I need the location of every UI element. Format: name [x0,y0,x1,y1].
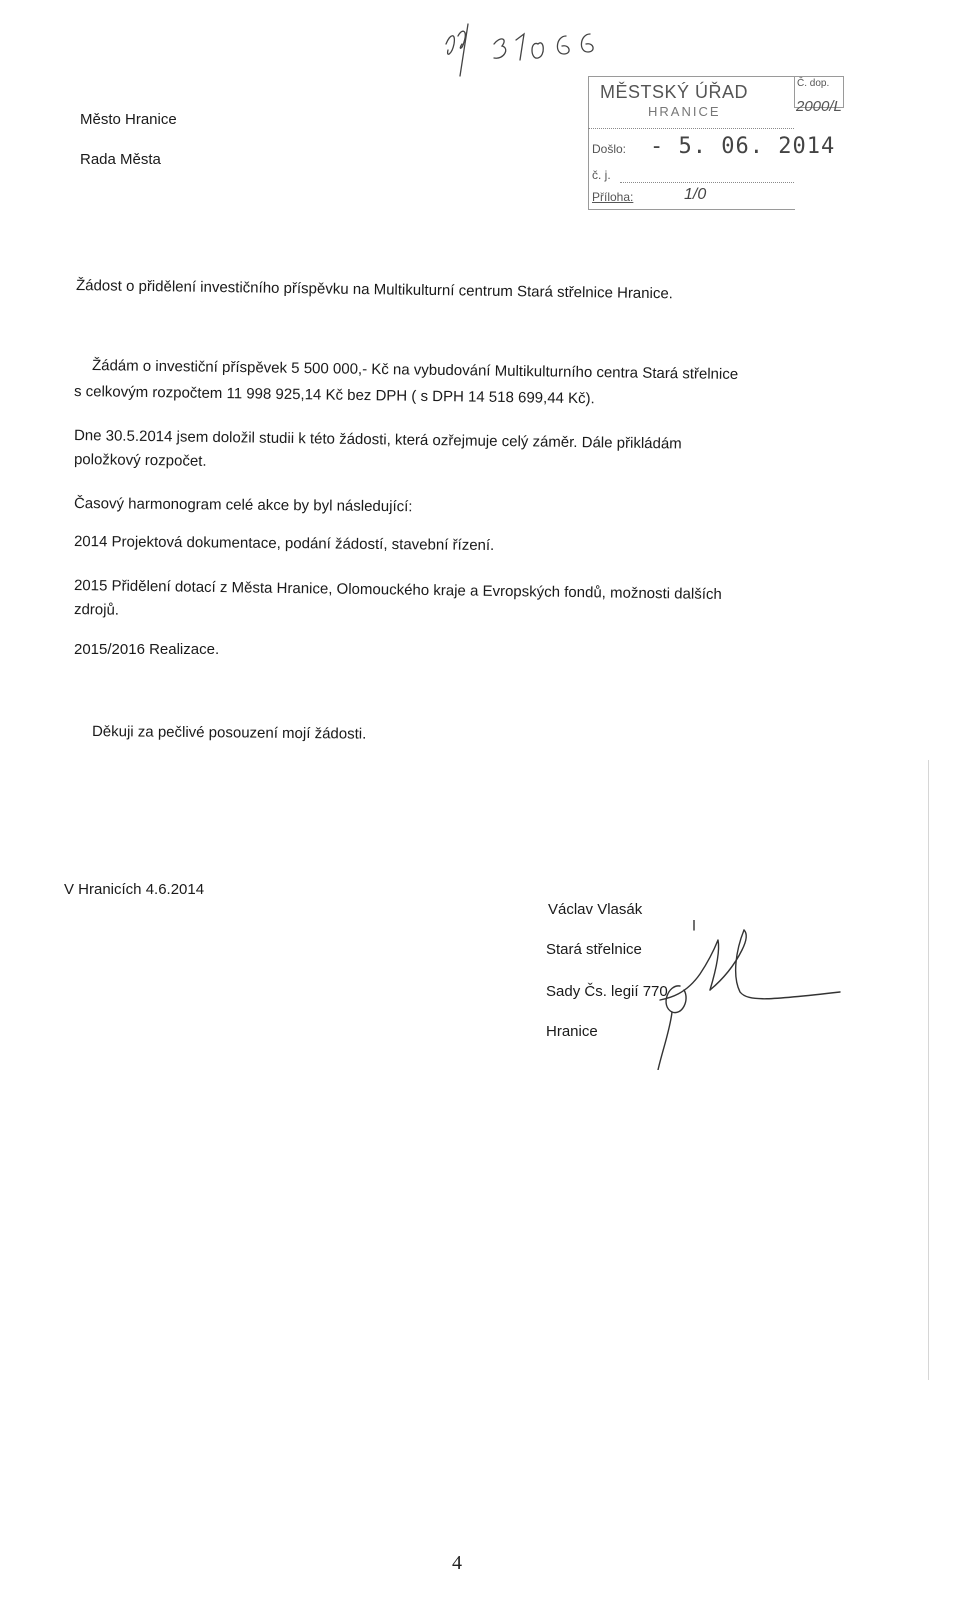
sender-city: Hranice [546,1023,598,1040]
stamp-number-line [620,182,794,183]
registry-stamp [588,76,842,210]
stamp-attachments-value: 1/0 [684,186,707,203]
scan-edge-shadow [928,760,929,1380]
body-schedule-2014: 2014 Projektová dokumentace, podání žádostí, stavební řízení. [73,533,495,555]
stamp-received-date: - 5. 06. 2014 [650,134,836,159]
stamp-side-value: 2000/L [796,98,842,115]
page-number: 4 [452,1552,462,1574]
body-paragraph-2-line-1: Dne 30.5.2014 jsem doložil studii k této žádosti, která ozřejmuje celý záměr. Dále přikládám [73,427,682,453]
place-and-date: V Hranicích 4.6.2014 [64,881,205,898]
addressee-council: Rada Města [80,151,161,168]
stamp-side-label: Č. dop. [797,78,830,89]
body-schedule-2015-line-1: 2015 Přidělení dotací z Města Hranice, Olomouckého kraje a Evropských fondů, možnosti dalších [73,577,722,604]
body-paragraph-1-line-1: Žádám o investiční příspěvek 5 500 000,- Kč na vybudování Multikulturního centra Stará střelnice [91,357,739,384]
stamp-attachments-label: Příloha: [592,190,634,204]
stamp-number-label: č. j. [592,168,611,182]
letter-subject: Žádost o přidělení investičního příspěvku na Multikulturní centrum Stará střelnice Hranice. [75,277,674,303]
stamp-city: HRANICE [648,104,721,119]
stamp-office-name: MĚSTSKÝ ÚŘAD [600,82,749,102]
handwritten-signature [610,920,850,1070]
handwritten-reference-mark [438,14,608,78]
body-thanks: Děkuji za pečlivé posouzení mojí žádosti. [91,723,367,743]
sender-organization: Stará střelnice [546,941,642,958]
addressee-city: Město Hranice [80,111,177,128]
body-schedule-2015-line-2: zdrojů. [73,601,120,619]
sender-name: Václav Vlasák [548,901,643,918]
sender-street: Sady Čs. legií 770 [546,983,668,1000]
body-schedule-intro: Časový harmonogram celé akce by byl následující: [73,495,413,516]
body-paragraph-2-line-2: položkový rozpočet. [73,451,207,470]
stamp-received-label: Došlo: [592,142,627,156]
stamp-divider [588,128,794,129]
body-paragraph-1-line-2: s celkovým rozpočtem 11 998 925,14 Kč bez DPH ( s DPH 14 518 699,44 Kč). [73,383,595,408]
body-schedule-2016: 2015/2016 Realizace. [74,641,220,658]
